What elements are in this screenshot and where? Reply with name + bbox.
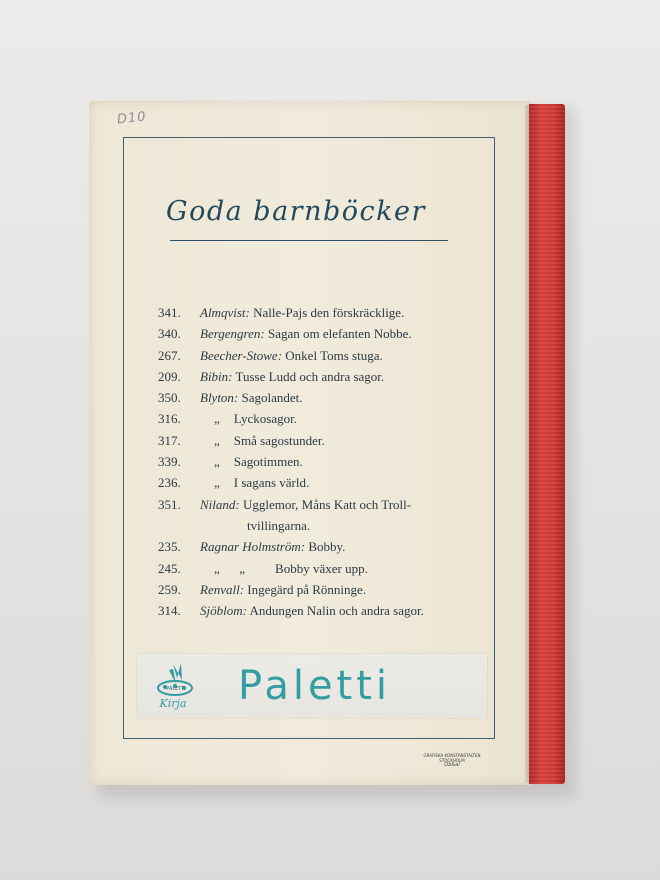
book-list-item [124,451,494,472]
book-author: Bergengren: [200,326,265,342]
book-list-item [124,366,494,387]
book-title: Lyckosagor. [233,411,297,427]
book [89,101,565,785]
ditto-mark: „ [214,432,220,448]
book-number: 351. [158,496,181,512]
printer-imprint [417,753,487,768]
book-title: Sagolandet. [241,390,303,406]
book-entry [247,515,310,536]
book-number: 314. [158,603,181,619]
ditto-mark: „ [214,475,220,491]
book-list-item [124,472,494,493]
book-author: Sjöblom: [200,603,247,619]
book-list-item [124,515,494,536]
book-entry [200,558,368,579]
book-list-item [124,430,494,451]
book-number: 267. [158,347,181,363]
book-entry [200,430,325,451]
paletti-label [137,654,487,718]
book-number: 316. [158,411,181,427]
book-number: 245. [158,560,181,576]
book-entry [200,536,345,557]
logo-text-bottom: Kirja [159,697,187,710]
book-title: Bobby växer upp. [275,560,368,576]
book-author: Niland: [200,496,240,512]
book-title: I sagans värld. [233,475,310,491]
book-list-item [124,345,494,366]
book-author: Beecher-Stowe: [200,347,283,363]
printer-line-2: STOCKHOLM [439,758,465,763]
book-list-item [124,494,494,515]
book-title: Sagan om elefanten Nobbe. [267,326,412,342]
book-list-item [124,536,494,557]
back-cover [89,101,531,785]
book-entry [200,579,366,600]
book-list [124,302,494,621]
ditto-mark: „ [214,454,220,470]
book-title: Ugglemor, Måns Katt och Troll- [242,496,412,512]
book-title: Små sagostunder. [233,432,325,448]
book-author: Renvall: [200,581,245,597]
book-number: 341. [158,305,181,320]
book-title: Ingegärd på Rönninge. [247,581,367,597]
brand-name: Paletti [238,663,392,709]
book-number: 236. [158,475,181,491]
book-entry [200,408,297,429]
book-entry [200,451,303,472]
book-entry [200,302,404,323]
book-author: Blyton: [200,390,239,406]
book-entry [200,494,411,515]
logo-text-top: PALETTI [166,686,186,692]
book-author: Bibin: [200,368,233,384]
book-title: tvillingarna. [247,517,311,533]
book-list-item [124,323,494,344]
pencil-note: D10 [116,109,148,128]
book-title: Tusse Ludd och andra sagor. [235,368,385,384]
book-number: 235. [158,539,181,555]
ditto-mark: „ „ [214,560,246,576]
heading-underline [170,240,448,241]
book-number: 259. [158,581,181,597]
cover-heading: Goda barnböcker [166,196,426,227]
book-entry [200,472,309,493]
book-list-item [124,302,494,323]
book-title: Sagotimmen. [233,454,303,470]
book-list-item [124,408,494,429]
book-author: Almqvist: [200,305,250,320]
red-spine [529,104,565,784]
printer-line-1: GRAFISKA KONSTANSTALTEN [423,753,481,758]
book-number: 340. [158,326,181,342]
printer-signature: Ob&al [444,762,460,768]
book-title: Bobby. [308,539,346,555]
book-entry [200,387,303,408]
book-number: 317. [158,432,181,448]
ditto-mark: „ [214,411,220,427]
book-author: Ragnar Holmström: [200,539,306,555]
book-entry [200,600,424,621]
book-entry [200,323,412,344]
paletti-logo-icon [151,660,201,714]
book-list-item [124,558,494,579]
book-title: Nalle-Pajs den förskräcklige. [253,305,405,320]
book-number: 209. [158,368,181,384]
book-number: 350. [158,390,181,406]
book-title: Andungen Nalin och andra sagor. [249,603,424,619]
book-list-item [124,579,494,600]
book-list-item [124,600,494,621]
book-list-item [124,387,494,408]
book-number: 339. [158,454,181,470]
book-entry [200,345,383,366]
book-entry [200,366,384,387]
book-title: Onkel Toms stuga. [285,347,383,363]
cover-frame [123,137,495,739]
